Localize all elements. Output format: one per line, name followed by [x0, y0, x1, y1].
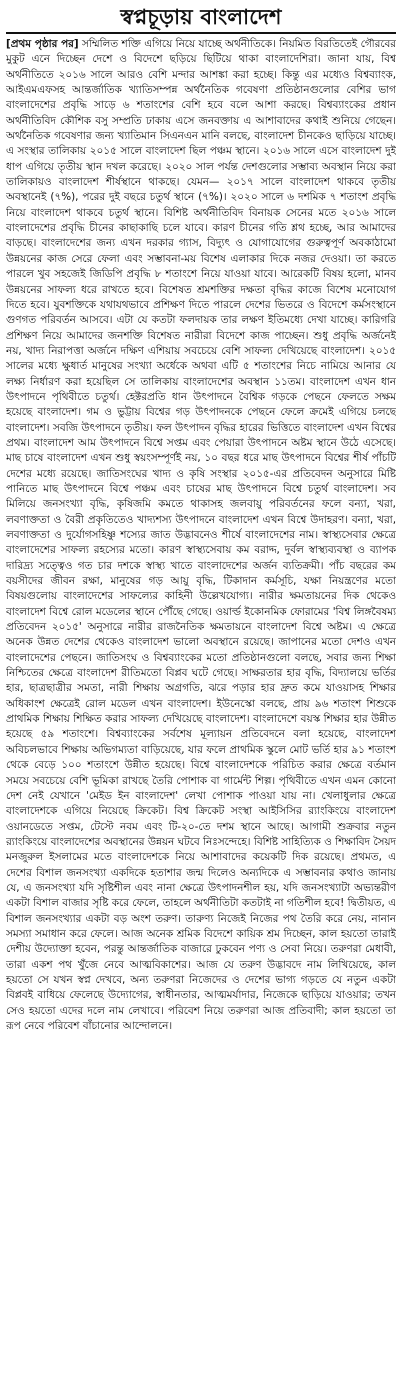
article-body — [6, 37, 396, 1389]
article-headline: স্বপ্নচূড়ায় বাংলাদেশ — [120, 4, 282, 29]
continuation-tag: [প্রথম পৃষ্ঠার পর] — [6, 38, 79, 50]
article-text: সম্মিলিত শক্তি এগিয়ে নিয়ে যাচ্ছে অর্থনীতিকে। নিয়মিত বিরতিতেই গৌরবের মুকুট এনে দিচ্ছেন দেশে ও বিদেশে ছড়িয়ে ছিটিয়ে থাকা বাংলাদেশিরা। জানা যায়, বিশ্ব অর্থনীতিতে ২০১৬ সালে আরও বেশি মন্দার আশঙ্কা করা হচ্ছে। কিন্তু এর মধ্যেও বিশ্বব্যাংক, আইএমএফসহ আন্তর্জাতিক খ্যাতিসম্পন্ন অর্থনৈতিক গবেষণা প্রতিষ্ঠানগুলোর বেশির ভাগ বাংলাদেশের প্রবৃদ্ধি সাড়ে ৬ শতাংশের বেশি হবে বলে আশা করছে। বিশ্বব্যাংকের প্রধান অর্থনীতিবিদ কৌশিক বসু সম্প্রতি ঢাকায় এসে জনবক্তায় এ আশাবাদের কথাই শুনিয়ে গেছেন। অর্থনৈতিক গবেষণার জন্য খ্যাতিমান সিএনএন মানি বলছে, বাংলাদেশ চীনকেও ছাড়িয়ে যাচ্ছে। এ সংস্থার তালিকায় ২০১৫ সালে বাংলাদেশ ছিল পঞ্চম স্থানে। ২০১৬ সালে এসে বাংলাদেশ দুই ধাপ এগিয়ে তৃতীয় স্থান দখল করেছে। ২০২০ সাল পর্যন্ত দেশগুলোর সম্ভাব্য অবস্থান নিয়ে করা তালিকায়ও বাংলাদেশ শীর্ষস্থানে থাকছে। যেমন— ২০১৭ সালে বাংলাদেশ থাকবে তৃতীয় অবস্থানেই (৭%), পরের দুই বছরে চতুর্থ স্থানে (৭%)। ২০২০ সালে ৬ দশমিক ৭ শতাংশ প্রবৃদ্ধি নিয়ে বাংলাদেশ থাকবে চতুর্থ স্থানে। বিশিষ্ট অর্থনীতিবিদ বিনায়ক সেনের মতে ২০১৬ সালে বাংলাদেশের প্রবৃদ্ধি চীনের কাছাকাছি চলে যাবে। কারণ চীনের গতি শ্লথ হচ্ছে, আর আমাদের বাড়ছে। বাংলাদেশের জন্য এখন দরকার গ্যাস, বিদ্যুৎ ও যোগাযোগের গুরুত্বপূর্ণ অবকাঠামো উন্নয়নের কাজ সেরে ফেলা এবং সম্ভাবনা-ময় বিশেষ এলাকার দিকে নজর দেওয়া। তা করতে পারলে খুব সহজেই জিডিপি প্রবৃদ্ধি ৮ শতাংশে নিয়ে যাওয়া যাবে। আরেকটি বিষয় হলো, মানব উন্নয়নের সাফল্য ধরে রাখতে হবে। বিশেষত শ্রমশক্তির দক্ষতা বৃদ্ধির কাজে বিশেষ মনোযোগ দিতে হবে। যুবশক্তিকে যথাযথভাবে প্রশিক্ষণ দিতে পারলে দেশের ভিতরে ও বিদেশে কর্মসংস্থানে গুণগত পরিবর্তন আসবে। এটা যে কতটা ফলদায়ক তার লক্ষণ ইতিমধ্যে দেখা যাচ্ছে। কারিগরি প্রশিক্ষণ নিয়ে আমাদের জনশক্তি বিশেষত নারীরা বিদেশে কাজ পাচ্ছেন। শুধু প্রবৃদ্ধি অর্জনেই নয়, খাদ্য নিরাপত্তা অর্জনে দক্ষিণ এশিয়ায় সবচেয়ে বেশি সাফল্য দেখিয়েছে বাংলাদেশ। ২০১৫ সালের মধ্যে ক্ষুধার্ত মানুষের সংখ্যা অর্ধেকে অথবা এটি ৫ শতাংশের নিচে নামিয়ে আনার যে লক্ষ্য নির্ধারণ করা হয়েছিল সে তালিকায় বাংলাদেশের অবস্থান ১১তম। বাংলাদেশ এখন ধান উৎপাদনে পৃথিবীতে চতুর্থ। হেক্টরপ্রতি ধান উৎপাদনে বৈশ্বিক গড়কে পেছনে ফেলতে সক্ষম হয়েছে বাংলাদেশ। গম ও ভুট্টায় বিশ্বের গড় উৎপাদনকে পেছনে ফেলে ক্রমেই এগিয়ে চলছে বাংলাদেশ। সবজি উৎপাদনে তৃতীয়। ফল উৎপাদন বৃদ্ধির হারের ভিত্তিতে বাংলাদেশ এখন বিশ্বের প্রথম। বাংলাদেশ আম উৎপাদনে বিশ্বে সপ্তম এবং পেয়ারা উৎপাদনে অষ্টম স্থানে উঠে এসেছে। মাছ চাষে বাংলাদেশ এখন শুধু স্বয়ংসম্পূর্ণই নয়, ১০ বছর ধরে মাছ উৎপাদনে বিশ্বের শীর্ষ পাঁচটি দেশের মধ্যে রয়েছে। জাতিসংঘের খাদ্য ও কৃষি সংস্থার ২০১৫-এর প্রতিবেদন অনুসারে মিষ্টি পানিতে মাছ উৎপাদনে বিশ্বে পঞ্চম এবং চাষের মাছ উৎপাদনে বিশ্বে চতুর্থ বাংলাদেশ। সব মিলিয়ে জনসংখ্যা বৃদ্ধি, কৃষিজমি কমতে থাকাসহ জলবায়ু পরিবর্তনের ফলে বন্যা, খরা, লবণাক্ততা ও বৈরী প্রকৃতিতেও খাদ্যশস্য উৎপাদনে বাংলাদেশ এখন বিশ্বে উদাহরণ। বন্যা, খরা, লবণাক্ততা ও দুর্যোগসহিষ্ণু শস্যের জাত উদ্ভাবনেও শীর্ষে বাংলাদেশের নাম। স্বাস্থ্যসেবার ক্ষেত্রে বাংলাদেশের সাফল্য রহস্যের মতো। কারণ স্বাস্থ্যসেবায় কম বরাদ্দ, দুর্বল স্বাস্থ্যব্যবস্থা ও ব্যাপক দারিদ্র্য সত্ত্বেও গত চার দশকে স্বাস্থ্য খাতে বাংলাদেশের অর্জন ব্যতিক্রমী। পাঁচ বছরের কম বয়সীদের জীবন রক্ষা, মানুষের গড় আয়ু বৃদ্ধি, টিকাদান কর্মসূচি, যক্ষা নিয়ন্ত্রণের মতো বিষয়গুলোয় বাংলাদেশের সাফল্যের কাহিনী উল্লেখযোগ্য। নারীর ক্ষমতায়নের দিক থেকেও বাংলাদেশ বিশ্বে রোল মডেলের স্থানে পৌঁছে গেছে। ওয়ার্ল্ড ইকোনমিক ফোরামের 'বিশ্ব লিঙ্গবৈষম্য প্রতিবেদন ২০১৫' অনুসারে নারীর রাজনৈতিক ক্ষমতায়নে বাংলাদেশ বিশ্বে অষ্টম। এ ক্ষেত্রে অনেক উন্নত দেশের থেকেও বাংলাদেশ ভালো অবস্থানে রয়েছে। জাপানের মতো দেশও এখন বাংলাদেশের পেছনে। জাতিসংঘ ও বিশ্বব্যাংকের মতো প্রতিষ্ঠানগুলো বলছে, সবার জন্য শিক্ষা নিশ্চিতের ক্ষেত্রে বাংলাদেশ রীতিমতো বিপ্লব ঘটে গেছে। সাক্ষরতার হার বৃদ্ধি, বিদ্যালয়ে ভর্তির হার, ছাত্রছাত্রীর সমতা, নারী শিক্ষায় অগ্রগতি, ঝরে পড়ার হার দ্রুত কমে যাওয়াসহ শিক্ষার অধিকাংশ ক্ষেত্রেই রোল মডেল এখন বাংলাদেশ। ইউনেস্কো বলছে, প্রায় ৯৬ শতাংশ শিশুকে প্রাথমিক শিক্ষায় শিক্ষিত করার সাফল্য দেখিয়েছে বাংলাদেশ। বাংলাদেশে বয়স্ক শিক্ষার হার উন্নীত হয়েছে ৫৯ শতাংশে। বিশ্বব্যাংকের সর্বশেষ মূল্যায়ন প্রতিবেদনে বলা হয়েছে, বাংলাদেশ অবিচলভাবে শিক্ষায় অভিগম্যতা বাড়িয়েছে, যার ফলে প্রাথমিক স্কুলে মোট ভর্তি হার ৯১ শতাংশ থেকে বেড়ে ১০০ শতাংশে উন্নীত হয়েছে। বিশ্বে বাংলাদেশকে পরিচিত করার ক্ষেত্রে বর্তমান সময়ে সবচেয়ে বেশি ভূমিকা রাখছে তৈরি পোশাক বা গার্মেন্ট শিল্প। পৃথিবীতে এখন এমন কোনো দেশ নেই যেখানে 'মেইড ইন বাংলাদেশ' লেখা পোশাক পাওয়া যায় না। খেলাধুলার ক্ষেত্রে বাংলাদেশকে এগিয়ে নিয়েছে ক্রিকেট। বিশ্ব ক্রিকেট সংস্থা আইসিসির র‌্যাংকিংয়ে বাংলাদেশ ওয়ানডেতে সপ্তম, টেস্টে নবম এবং টি-২০-তে দশম স্থানে আছে। আগামী শুক্রবার নতুন র‌্যাংকিংয়ে বাংলাদেশের অবস্থানের উন্নয়ন ঘটবে নিঃসন্দেহে। বিশিষ্ট সাহিত্যিক ও শিক্ষাবিদ সৈয়দ মনজুরুল ইসলামের মতে বাংলাদেশকে নিয়ে আশাবাদের কয়েকটি দিক রয়েছে। প্রথমত, এ দেশের বিশাল জনসংখ্যা একদিকে হতাশার জন্ম দিলেও অন্যদিকে এ সম্ভাবনার কথাও জানায় যে, এ জনসংখ্যা যদি সৃষ্টিশীল এবং নানা ক্ষেত্রে উৎপাদনশীল হয়, যদি জনসংখ্যাটা অভ্যন্তরীণ একটা বিশাল বাজার সৃষ্টি করে ফেলে, তাহলে অর্থনীতিটা কতটাই না গতিশীল হবে! দ্বিতীয়ত, এ বিশাল জনসংখ্যার একটা বড় অংশ তরুণ। তারুণ্য নিজেই নিজের পথ তৈরি করে নেয়, নানান সমস্যা সমাধান করে ফেলে। আজ অনেক শ্রমিক বিদেশে কায়িক শ্রম দিচ্ছেন, কাল হয়তো তারাই দেশীয় উদ্যোক্তা হবেন, পরন্তু আন্তর্জাতিক বাজারে ঢুকবেন পণ্য ও সেবা নিয়ে। তরুণরা মেধাবী, তারা একশ পথ খুঁজে নেবে আত্মবিকাশের। আজ যে তরুণ উদ্ভাবদে নাম লিখিয়েছে, কাল হয়তো সে যখন স্বপ্ন দেখবে, অন্য তরুণরা নিজেদের ও দেশের ভাগ্য গড়তে যে নতুন একটা বিপ্লবই বাধিয়ে ফেলেছে উদ্যোগের, স্বাধীনতার, আত্মমর্যাদার, নিজেকে ছাড়িয়ে যাওয়ার; তখন সেও হয়তো এদের দলে নাম লেখাবে। পরিবেশ নিয়ে তরুণরা আজ প্রতিবাদী; কাল হয়তো তা রূপ নেবে পরিবেশ বাঁচানোর আন্দোলনে। — [6, 38, 396, 1032]
headline-rule — [6, 32, 396, 34]
